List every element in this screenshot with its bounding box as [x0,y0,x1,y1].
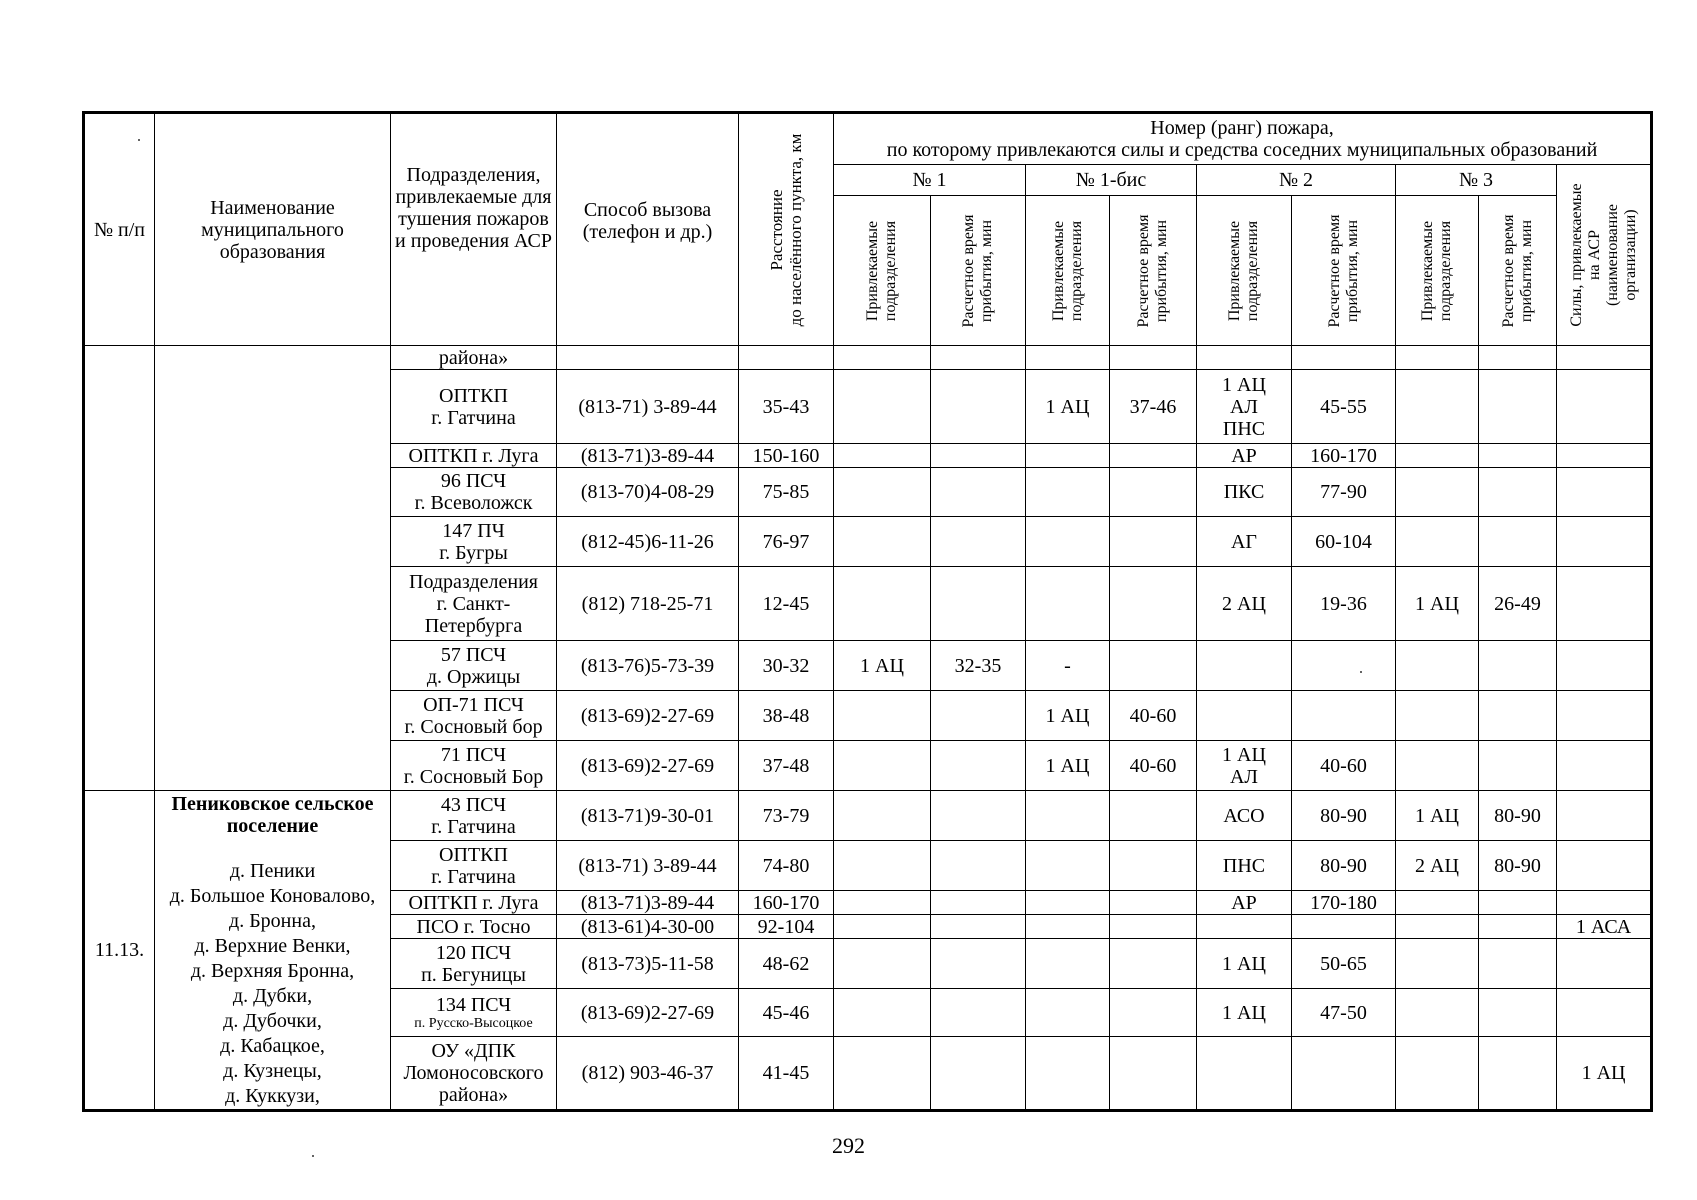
asr-cell: 1 АСА [1557,915,1652,939]
r1t-cell [931,346,1026,370]
r2u-cell: 1 АЦ [1197,939,1292,989]
r3u-cell [1396,691,1479,741]
r1t-cell [931,444,1026,468]
header-rank-1bis: № 1-бис [1026,165,1197,196]
unit-cell: района» [391,346,557,370]
r1bu-cell [1026,444,1110,468]
call-cell: (813-61)4-30-00 [557,915,739,939]
r3u-cell [1396,915,1479,939]
r3u-cell [1396,891,1479,915]
village-item: д. Большое Коновалово, [169,885,376,907]
call-cell [557,346,739,370]
r2u-cell: АР [1197,444,1292,468]
call-cell: (813-73)5-11-58 [557,939,739,989]
r2u-cell [1197,1037,1292,1111]
asr-cell [1557,741,1652,791]
r3t-cell [1479,939,1557,989]
r1t-cell [931,791,1026,841]
dist-cell: 12-45 [739,567,834,641]
r1bu-cell [1026,989,1110,1037]
r1t-cell [931,939,1026,989]
r2t-cell: 45-55 [1292,370,1396,444]
unit-cell: 71 ПСЧ г. Сосновый Бор [391,741,557,791]
header-rank-2: № 2 [1197,165,1396,196]
village-item: д. Верхняя Бронна, [190,960,355,982]
r1t-cell [931,370,1026,444]
r1bt-cell: 40-60 [1110,691,1197,741]
dist-cell: 30-32 [739,641,834,691]
asr-cell [1557,346,1652,370]
r2t-cell [1292,691,1396,741]
asr-cell [1557,989,1652,1037]
r2u-cell: 1 АЦ АЛ ПНС [1197,370,1292,444]
r2t-cell: 50-65 [1292,939,1396,989]
asr-cell: 1 АЦ [1557,1037,1652,1111]
unit-locality-small: п. Русско-Высоцкое [414,1015,533,1031]
r1bt-cell [1110,641,1197,691]
dist-cell: 38-48 [739,691,834,741]
asr-cell [1557,370,1652,444]
r1bu-cell [1026,891,1110,915]
r3u-cell: 1 АЦ [1396,791,1479,841]
village-item: д. Пеники [229,860,316,882]
unit-cell: ОП-71 ПСЧ г. Сосновый бор [391,691,557,741]
dist-cell: 160-170 [739,891,834,915]
unit-cell: 43 ПСЧ г. Гатчина [391,791,557,841]
r2u-cell [1197,346,1292,370]
asr-cell [1557,791,1652,841]
dist-cell [739,346,834,370]
r1u-cell [834,444,931,468]
r3u-cell [1396,468,1479,517]
call-cell: (813-69)2-27-69 [557,741,739,791]
asr-cell [1557,841,1652,891]
r1bt-cell [1110,841,1197,891]
call-cell: (813-69)2-27-69 [557,989,739,1037]
r1u-cell [834,939,931,989]
call-cell: (812) 718-25-71 [557,567,739,641]
header-call: Способ вызова (телефон и др.) [557,113,739,346]
section-name-cell [155,791,391,1111]
unit-cell: 147 ПЧ г. Бугры [391,517,557,567]
r3u-cell [1396,370,1479,444]
r1t-cell [931,468,1026,517]
r1bt-cell [1110,517,1197,567]
dist-cell: 41-45 [739,1037,834,1111]
header-r2-units: Привлекаемые подразделения [1197,196,1292,346]
r1t-cell: 32-35 [931,641,1026,691]
r1u-cell [834,691,931,741]
r1u-cell [834,741,931,791]
r2t-cell: 80-90 [1292,841,1396,891]
section-number: 11.13. [84,791,155,1111]
r1u-cell [834,567,931,641]
r1t-cell [931,989,1026,1037]
header-r3-time: Расчетное время прибытия, мин [1479,196,1557,346]
header-r2-time: Расчетное время прибытия, мин [1292,196,1396,346]
r1bt-cell: 40-60 [1110,741,1197,791]
r3t-cell [1479,691,1557,741]
r1bu-cell [1026,1037,1110,1111]
table-row [84,346,1652,370]
r1bt-cell [1110,791,1197,841]
r3u-cell: 1 АЦ [1396,567,1479,641]
header-r3-units: Привлекаемые подразделения [1396,196,1479,346]
r1t-cell [931,517,1026,567]
header-rank-group: Номер (ранг) пожара, по которому привлекаются силы и средства соседних муниципальных образований [834,113,1652,165]
r2t-cell: 40-60 [1292,741,1396,791]
unit-cell: 134 ПСЧ п. Русско-Высоцкое [391,989,557,1037]
r1t-cell [931,891,1026,915]
r1bt-cell [1110,1037,1197,1111]
header-r1bis-units: Привлекаемые подразделения [1026,196,1110,346]
r1bu-cell [1026,791,1110,841]
r2u-cell: ПКС [1197,468,1292,517]
unit-cell: ПСО г. Тосно [391,915,557,939]
r3u-cell [1396,346,1479,370]
r3t-cell [1479,370,1557,444]
r1bt-cell [1110,989,1197,1037]
header-name: Наименование муниципального образования [155,113,391,346]
r3t-cell [1479,1037,1557,1111]
r1u-cell [834,915,931,939]
table-row [84,791,1652,841]
dist-cell: 48-62 [739,939,834,989]
dist-cell: 150-160 [739,444,834,468]
dist-cell: 37-48 [739,741,834,791]
asr-cell [1557,468,1652,517]
r1u-cell [834,517,931,567]
header-distance: Расстояние до населённого пункта, км [739,113,834,346]
call-cell: (813-71) 3-89-44 [557,370,739,444]
header-num: № п/п [84,113,155,346]
r2u-cell: 1 АЦ [1197,989,1292,1037]
r3t-cell [1479,891,1557,915]
unit-cell: ОУ «ДПК Ломоносовского района» [391,1037,557,1111]
r1u-cell [834,989,931,1037]
call-cell: (813-69)2-27-69 [557,691,739,741]
village-item: д. Верхние Венки, [194,935,351,957]
r1t-cell [931,915,1026,939]
r3t-cell [1479,741,1557,791]
dist-cell: 76-97 [739,517,834,567]
header-r1-units: Привлекаемые подразделения [834,196,931,346]
village-item: д. Куккузи, [225,1085,320,1107]
r1u-cell [834,346,931,370]
r1bu-cell: 1 АЦ [1026,370,1110,444]
r1bt-cell [1110,346,1197,370]
r1t-cell [931,567,1026,641]
village-item: д. Дубки, [232,985,313,1007]
r1bu-cell: - [1026,641,1110,691]
r3t-cell [1479,444,1557,468]
unit-cell: Подразделения г. Санкт- Петербурга [391,567,557,641]
r1u-cell [834,370,931,444]
village-item: д. Бронна, [229,910,316,932]
r2u-cell [1197,691,1292,741]
r3t-cell: 80-90 [1479,791,1557,841]
r2u-cell: ПНС [1197,841,1292,891]
asr-cell [1557,939,1652,989]
r2t-cell: 160-170 [1292,444,1396,468]
village-item: д. Кабацкое, [220,1035,325,1057]
r1bu-cell [1026,346,1110,370]
dist-cell: 75-85 [739,468,834,517]
unit-cell: ОПТКП г. Луга [391,444,557,468]
r1bu-cell: 1 АЦ [1026,741,1110,791]
village-item: д. Кузнецы, [223,1060,322,1082]
header-asr: Силы, привлекаемые на АСР (наименование организации) [1557,165,1652,346]
r1u-cell [834,1037,931,1111]
r1bt-cell: 37-46 [1110,370,1197,444]
asr-cell [1557,891,1652,915]
r1t-cell [931,691,1026,741]
asr-cell [1557,691,1652,741]
r2u-cell: АГ [1197,517,1292,567]
r1bt-cell [1110,567,1197,641]
r2t-cell [1292,346,1396,370]
r1t-cell [931,1037,1026,1111]
asr-cell [1557,444,1652,468]
dist-cell: 92-104 [739,915,834,939]
unit-cell: 120 ПСЧ п. Бегуницы [391,939,557,989]
unit-cell: 57 ПСЧ д. Оржицы [391,641,557,691]
r1u-cell [834,791,931,841]
unit-cell: 96 ПСЧ г. Всеволожск [391,468,557,517]
r3u-cell [1396,939,1479,989]
call-cell: (813-71)9-30-01 [557,791,739,841]
r1bu-cell [1026,567,1110,641]
scan-speck [138,139,140,141]
r1u-cell [834,841,931,891]
scan-speck [1360,671,1362,673]
dist-cell: 73-79 [739,791,834,841]
r2t-cell: 60-104 [1292,517,1396,567]
r1bu-cell [1026,915,1110,939]
r3u-cell [1396,741,1479,791]
call-cell: (812) 903-46-37 [557,1037,739,1111]
r1bt-cell [1110,468,1197,517]
r2t-cell [1292,641,1396,691]
r3t-cell: 26-49 [1479,567,1557,641]
header-r1-time: Расчетное время прибытия, мин [931,196,1026,346]
r2t-cell: 170-180 [1292,891,1396,915]
r1bu-cell [1026,468,1110,517]
scan-speck [312,1155,314,1157]
r1bt-cell [1110,939,1197,989]
header-units: Подразделения, привлекаемые для тушения пожаров и проведения АСР [391,113,557,346]
header-r1bis-time: Расчетное время прибытия, мин [1110,196,1197,346]
municipality-name: Пениковское сельское поселение [171,793,374,837]
r1bu-cell: 1 АЦ [1026,691,1110,741]
r1bt-cell [1110,915,1197,939]
asr-cell [1557,567,1652,641]
r3u-cell: 2 АЦ [1396,841,1479,891]
call-cell: (813-71)3-89-44 [557,444,739,468]
fire-forces-table [82,111,1653,1112]
prev-section-name-cell [155,346,391,791]
r1t-cell [931,841,1026,891]
asr-cell [1557,517,1652,567]
r1u-cell [834,891,931,915]
page-number: 292 [832,1133,865,1158]
call-cell: (813-70)4-08-29 [557,468,739,517]
r1bu-cell [1026,517,1110,567]
dist-cell: 74-80 [739,841,834,891]
asr-cell [1557,641,1652,691]
call-cell: (812-45)6-11-26 [557,517,739,567]
r3u-cell [1396,1037,1479,1111]
r2u-cell: АР [1197,891,1292,915]
r3t-cell [1479,641,1557,691]
r1u-cell: 1 АЦ [834,641,931,691]
r2u-cell [1197,641,1292,691]
r2t-cell [1292,915,1396,939]
r2t-cell [1292,1037,1396,1111]
prev-section-num-cell [84,346,155,791]
r1u-cell [834,468,931,517]
r3u-cell [1396,517,1479,567]
r2u-cell [1197,915,1292,939]
r1bt-cell [1110,891,1197,915]
unit-cell: ОПТКП г. Гатчина [391,370,557,444]
call-cell: (813-71)3-89-44 [557,891,739,915]
r2u-cell: АСО [1197,791,1292,841]
r3u-cell [1396,989,1479,1037]
r2t-cell: 47-50 [1292,989,1396,1037]
call-cell: (813-71) 3-89-44 [557,841,739,891]
r2u-cell: 1 АЦ АЛ [1197,741,1292,791]
r3t-cell [1479,468,1557,517]
dist-cell: 35-43 [739,370,834,444]
r1bt-cell [1110,444,1197,468]
r2t-cell: 19-36 [1292,567,1396,641]
r3u-cell [1396,641,1479,691]
r3t-cell: 80-90 [1479,841,1557,891]
village-item: д. Дубочки, [223,1010,322,1032]
unit-cell: ОПТКП г. Луга [391,891,557,915]
r3t-cell [1479,517,1557,567]
r1t-cell [931,741,1026,791]
r3t-cell [1479,346,1557,370]
unit-cell: ОПТКП г. Гатчина [391,841,557,891]
r2t-cell: 77-90 [1292,468,1396,517]
call-cell: (813-76)5-73-39 [557,641,739,691]
r2t-cell: 80-90 [1292,791,1396,841]
r3t-cell [1479,989,1557,1037]
r2u-cell: 2 АЦ [1197,567,1292,641]
dist-cell: 45-46 [739,989,834,1037]
r1bu-cell [1026,939,1110,989]
r1bu-cell [1026,841,1110,891]
r3u-cell [1396,444,1479,468]
r3t-cell [1479,915,1557,939]
header-rank-1: № 1 [834,165,1026,196]
header-rank-3: № 3 [1396,165,1557,196]
